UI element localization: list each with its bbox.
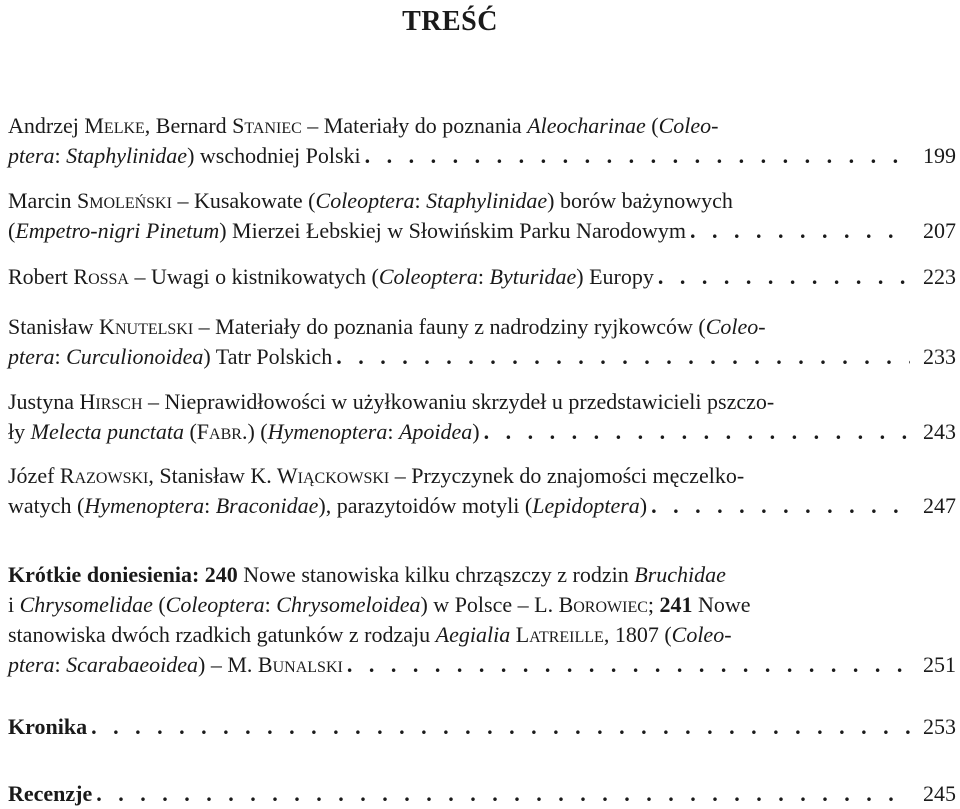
entry-line: Robert ROSSA – Uwagi o kistnikowatych (Coleoptera: Byturidae) Europy . . . 223 bbox=[8, 262, 956, 292]
page-number: 199 bbox=[923, 143, 956, 168]
entry-line: stanowiska dwóch rzadkich gatunków z rodzaju Aegialia LATREILLE, 1807 (Coleo- bbox=[8, 622, 732, 647]
entry-line: watych (Hymenoptera: Braconidae), parazytoidów motyli (Lepidoptera) . . . 247 bbox=[8, 491, 956, 521]
toc-entry[interactable] bbox=[8, 312, 956, 372]
page-number: 243 bbox=[923, 419, 956, 444]
entry-line: Andrzej MELKE, Bernard STANIEC – Materiały do poznania Aleocharinae (Coleo- bbox=[8, 113, 719, 138]
toc-entry-short-notes[interactable] bbox=[8, 560, 956, 680]
page-number: 251 bbox=[923, 652, 956, 677]
page-number: 253 bbox=[923, 714, 956, 739]
entry-line: Recenzje . . . 245 bbox=[8, 779, 956, 809]
toc-entry-reviews[interactable] bbox=[8, 779, 956, 809]
dot-leader bbox=[690, 216, 910, 246]
dot-leader bbox=[658, 262, 910, 292]
entry-line: ły Melecta punctata (FABR.) (Hymenoptera: Apoidea) . . . 243 bbox=[8, 417, 956, 447]
dot-leader bbox=[484, 417, 910, 447]
entry-line: Stanisław KNUTELSKI – Materiały do poznania fauny z nadrodziny ryjkowców (Coleo- bbox=[8, 314, 766, 339]
page-number: 247 bbox=[923, 493, 956, 518]
toc-entry[interactable] bbox=[8, 262, 956, 292]
entry-line: Marcin SMOLEŃSKI – Kusakowate (Coleoptera: Staphylinidae) borów bażynowych bbox=[8, 188, 733, 213]
dot-leader bbox=[347, 650, 910, 680]
dot-leader bbox=[336, 342, 910, 372]
entry-line: ptera: Curculionoidea) Tatr Polskich . . . 233 bbox=[8, 342, 956, 372]
page-number: 233 bbox=[923, 344, 956, 369]
page-number: 207 bbox=[923, 218, 956, 243]
toc-entry[interactable] bbox=[8, 111, 956, 171]
page-number: 245 bbox=[923, 781, 956, 806]
dot-leader bbox=[651, 491, 910, 521]
dot-leader bbox=[365, 141, 910, 171]
entry-line: (Empetro-nigri Pinetum) Mierzei Łebskiej w Słowińskim Parku Narodowym . . . 207 bbox=[8, 216, 956, 246]
entry-line: i Chrysomelidae (Coleoptera: Chrysomeloidea) w Polsce – L. BOROWIEC; 241 Nowe bbox=[8, 592, 751, 617]
entry-line: Kronika . . . 253 bbox=[8, 712, 956, 742]
toc-entry-chronicle[interactable] bbox=[8, 712, 956, 742]
toc-entry[interactable] bbox=[8, 387, 956, 447]
toc-entry[interactable] bbox=[8, 186, 956, 246]
entry-line: Krótkie doniesienia: 240 Nowe stanowiska kilku chrząszczy z rodzin Bruchidae bbox=[8, 562, 726, 587]
dot-leader bbox=[91, 712, 910, 742]
entry-line: ptera: Staphylinidae) wschodniej Polski . . . 199 bbox=[8, 141, 956, 171]
entry-line: Justyna HIRSCH – Nieprawidłowości w użyłkowaniu skrzydeł u przedstawicieli pszczo- bbox=[8, 389, 775, 414]
entry-line: ptera: Scarabaeoidea) – M. BUNALSKI . . . 251 bbox=[8, 650, 956, 680]
toc-entry[interactable] bbox=[8, 461, 956, 521]
page-number: 223 bbox=[923, 264, 956, 289]
entry-line: Józef RAZOWSKI, Stanisław K. WIĄCKOWSKI – Przyczynek do znajomości męczelko- bbox=[8, 463, 745, 488]
page-title: TREŚĆ bbox=[402, 6, 498, 37]
dot-leader bbox=[96, 779, 910, 809]
